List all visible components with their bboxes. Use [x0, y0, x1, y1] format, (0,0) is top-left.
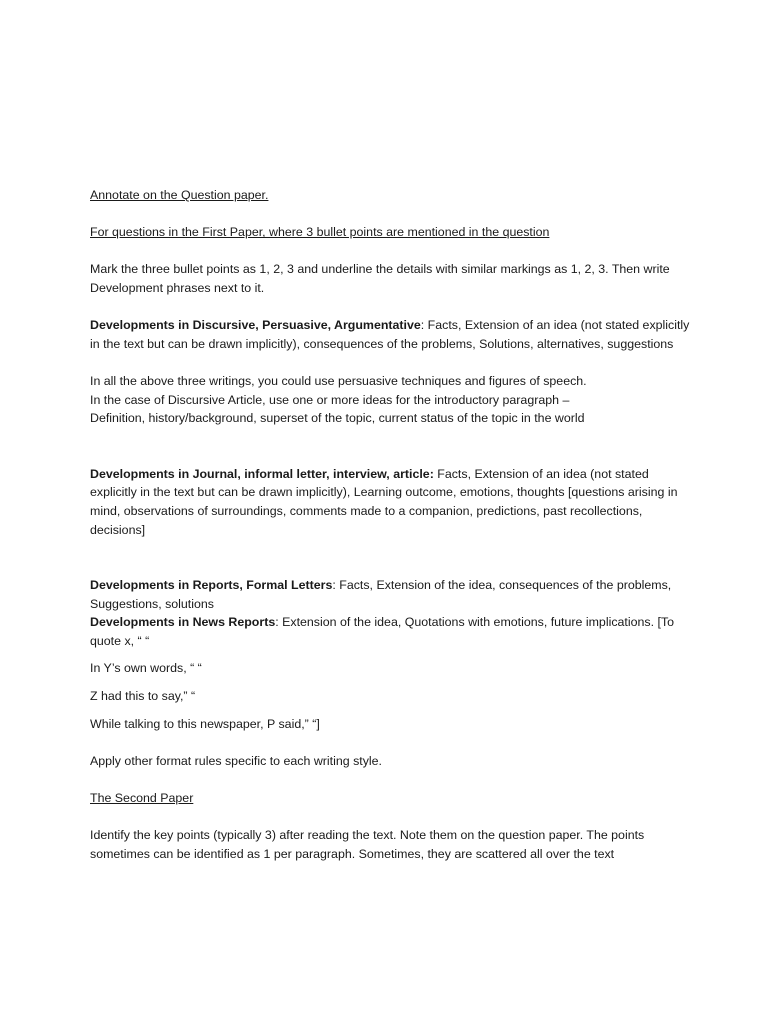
dev-news-text: : Extension of the idea, Quotations with emotions, future implications. [To quote x, “ “ — [90, 615, 674, 648]
quote-p: While talking to this newspaper, P said,” “] — [90, 716, 320, 731]
document-page — [90, 186, 690, 863]
dev-reports-text: : Facts, Extension of the idea, consequences of the problems, Suggestions, solutions — [90, 578, 672, 611]
paragraph-dev-discursive — [90, 316, 690, 353]
paragraph-dev-reports — [90, 576, 690, 613]
paragraph-dev-news — [90, 613, 690, 650]
dev-news-label: Developments in News Reports — [90, 615, 276, 630]
paragraph-apply-format: Apply other format rules specific to each writing style. — [90, 753, 382, 768]
heading-second-paper: The Second Paper — [90, 791, 194, 806]
paragraph-mark-bullets: Mark the three bullet points as 1, 2, 3 and underline the details with similar markings as 1, 2, 3. Then write Development phrases next to it. — [90, 262, 670, 295]
quote-z: Z had this to say,” “ — [90, 689, 196, 704]
dev-discursive-label: Developments in Discursive, Persuasive, Argumentative — [90, 318, 421, 333]
quote-y: In Y’s own words, “ “ — [90, 661, 202, 676]
dev-journal-label: Developments in Journal, informal letter, interview, article: — [90, 466, 434, 481]
paragraph-discursive-article: In the case of Discursive Article, use one or more ideas for the introductory paragraph – — [90, 392, 570, 407]
dev-discursive-text: : Facts, Extension of an idea (not stated explicitly in the text but can be drawn implicitly), consequences of the problems, Solutions, alternatives, suggestions — [90, 318, 690, 351]
paragraph-dev-journal — [90, 465, 690, 539]
paragraph-identify-key-points: Identify the key points (typically 3) after reading the text. Note them on the question paper. The points sometimes can be identified as 1 per paragraph. Sometimes, they are scattered all over the text — [90, 828, 645, 861]
heading-annotate: Annotate on the Question paper. — [90, 188, 269, 202]
dev-journal-text: Facts, Extension of an idea (not stated explicitly in the text but can be drawn implicitly), Learning outcome, emotions, thoughts [questions arising in mind, observations of surroundings, comments made to a companion, predictions, past recollections, decisions] — [90, 466, 678, 537]
heading-first-paper: For questions in the First Paper, where 3 bullet points are mentioned in the question — [90, 225, 550, 240]
paragraph-definition: Definition, history/background, superset of the topic, current status of the topic in the world — [90, 411, 585, 426]
dev-reports-label: Developments in Reports, Formal Letters — [90, 578, 333, 593]
paragraph-persuasive: In all the above three writings, you could use persuasive techniques and figures of speech. — [90, 373, 587, 388]
